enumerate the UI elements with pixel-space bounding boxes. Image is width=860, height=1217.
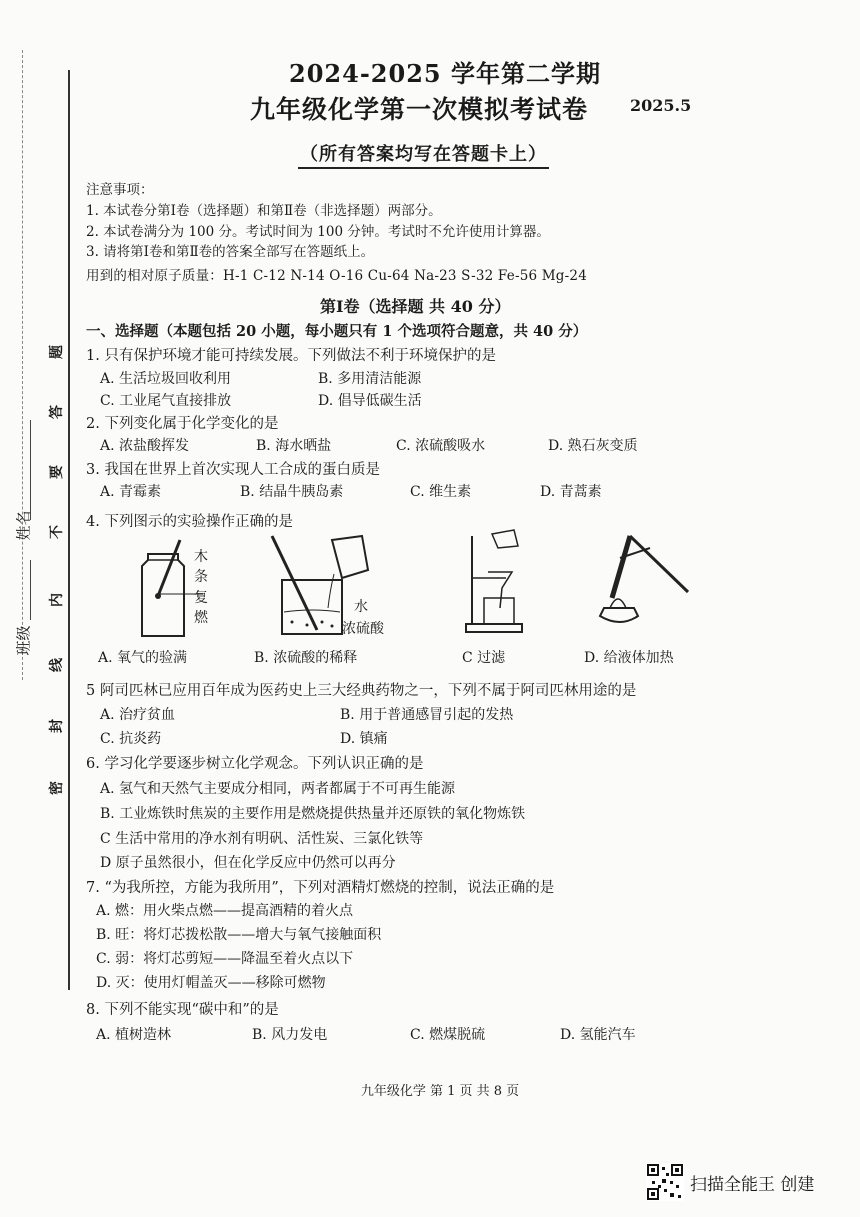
option[interactable]: D. 熟石灰变质 xyxy=(548,438,638,454)
note-item: 2. 本试卷满分为 100 分。考试时间为 100 分钟。考试时不允许使用计算器。 xyxy=(86,224,550,240)
figure-label: 燃 xyxy=(194,610,208,626)
binding-dashed-line xyxy=(22,50,23,680)
option[interactable]: A. 氧气的验满 xyxy=(98,650,188,666)
seal-char: 要 xyxy=(49,465,65,479)
class-label: 班级 xyxy=(14,625,33,656)
figure-label: 水 xyxy=(354,599,368,615)
option[interactable]: A. 氢气和天然气主要成分相同，两者都属于不可再生能源 xyxy=(100,781,456,797)
filtration-figure xyxy=(462,528,532,638)
atomic-mass-line: 用到的相对原子质量：H-1 C-12 N-14 O-16 Cu-64 Na-23 S-32 Fe-56 Mg-24 xyxy=(86,268,587,284)
option[interactable]: D. 镇痛 xyxy=(340,731,388,747)
section-head: 一、选择题（本题包括 20 小题，每小题只有 1 个选项符合题意，共 40 分） xyxy=(86,323,588,340)
option[interactable]: B. 旺：将灯芯拨松散——增大与氧气接触面积 xyxy=(96,927,382,943)
option[interactable]: C. 弱：将灯芯剪短——降温至着火点以下 xyxy=(96,951,354,967)
seal-char: 不 xyxy=(49,525,65,539)
heating-figure xyxy=(590,528,700,638)
option[interactable]: D. 青蒿素 xyxy=(540,484,602,500)
note-item: 3. 请将第Ⅰ卷和第Ⅱ卷的答案全部写在答题纸上。 xyxy=(86,244,375,260)
option[interactable]: C 过滤 xyxy=(462,650,506,666)
option[interactable]: C. 抗炎药 xyxy=(100,731,162,747)
section-title: 第Ⅰ卷（选择题 共 40 分） xyxy=(320,297,511,316)
answer-instruction: （所有答案均写在答题卡上） xyxy=(298,140,549,169)
option[interactable]: B. 用于普通感冒引起的发热 xyxy=(340,707,514,723)
question-stem: 1. 只有保护环境才能可持续发展。下列做法不利于环境保护的是 xyxy=(86,348,496,364)
name-label: 姓名 xyxy=(14,510,33,541)
exam-date: 2025.5 xyxy=(630,96,692,115)
figure-label: 木 xyxy=(194,549,208,565)
seal-char: 答 xyxy=(49,405,65,419)
option[interactable]: D. 倡导低碳生活 xyxy=(318,393,422,409)
option[interactable]: C. 浓硫酸吸水 xyxy=(396,438,486,454)
option[interactable]: A. 生活垃圾回收利用 xyxy=(100,371,232,387)
option[interactable]: A. 浓盐酸挥发 xyxy=(100,438,190,454)
option[interactable]: C. 维生素 xyxy=(410,484,472,500)
option[interactable]: D 原子虽然很小，但在化学反应中仍然可以再分 xyxy=(100,855,396,871)
scanner-watermark: 扫描全能王 创建 xyxy=(690,1175,815,1195)
qr-code-icon xyxy=(646,1163,684,1201)
note-item: 1. 本试卷分第Ⅰ卷（选择题）和第Ⅱ卷（非选择题）两部分。 xyxy=(86,203,442,219)
option[interactable]: D. 灭：使用灯帽盖灭——移除可燃物 xyxy=(96,975,326,991)
option[interactable]: A. 燃：用火柴点燃——提高酒精的着火点 xyxy=(96,903,354,919)
exam-term: 2024-2025 学年第二学期 xyxy=(289,59,601,88)
option[interactable]: C. 燃煤脱硫 xyxy=(410,1027,486,1043)
figure-label: 条 xyxy=(194,569,208,585)
seal-char: 封 xyxy=(49,719,65,733)
option[interactable]: A. 治疗贫血 xyxy=(100,707,176,723)
option[interactable]: B. 多用清洁能源 xyxy=(318,371,422,387)
seal-char: 密 xyxy=(49,781,65,795)
page-footer: 九年级化学 第 1 页 共 8 页 xyxy=(360,1084,520,1099)
seal-char: 内 xyxy=(49,593,65,607)
question-stem: 8. 下列不能实现“碳中和”的是 xyxy=(86,1002,279,1018)
option[interactable]: D. 给液体加热 xyxy=(584,650,674,666)
option[interactable]: C 生活中常用的净水剂有明矾、活性炭、三氯化铁等 xyxy=(100,831,424,847)
option[interactable]: B. 浓硫酸的稀释 xyxy=(254,650,358,666)
question-stem: 2. 下列变化属于化学变化的是 xyxy=(86,416,279,432)
option[interactable]: A. 青霉素 xyxy=(100,484,162,500)
question-stem: 7. “为我所控，方能为我所用”，下列对酒精灯燃烧的控制，说法正确的是 xyxy=(86,880,555,896)
question-stem: 5 阿司匹林已应用百年成为医药史上三大经典药物之一，下列不属于阿司匹林用途的是 xyxy=(86,683,637,699)
question-stem: 4. 下列图示的实验操作正确的是 xyxy=(86,514,293,530)
option[interactable]: B. 风力发电 xyxy=(252,1027,328,1043)
exam-title: 九年级化学第一次模拟考试卷 xyxy=(250,95,589,124)
figure-label: 复 xyxy=(194,590,208,606)
seal-char: 题 xyxy=(49,345,65,359)
question-stem: 6. 学习化学要逐步树立化学观念。下列认识正确的是 xyxy=(86,756,424,772)
option[interactable]: B. 结晶牛胰岛素 xyxy=(240,484,344,500)
option[interactable]: A. 植树造林 xyxy=(96,1027,172,1043)
binding-line xyxy=(68,70,70,990)
class-blank[interactable] xyxy=(30,560,31,620)
option[interactable]: B. 海水晒盐 xyxy=(256,438,332,454)
figure-label: 浓硫酸 xyxy=(342,621,384,637)
option[interactable]: B. 工业炼铁时焦炭的主要作用是燃烧提供热量并还原铁的氧化物炼铁 xyxy=(100,806,526,822)
option[interactable]: C. 工业尾气直接排放 xyxy=(100,393,232,409)
seal-char: 线 xyxy=(49,658,65,672)
option[interactable]: D. 氢能汽车 xyxy=(560,1027,636,1043)
question-stem: 3. 我国在世界上首次实现人工合成的蛋白质是 xyxy=(86,462,380,478)
name-blank[interactable] xyxy=(30,420,31,520)
notes-title: 注意事项： xyxy=(86,182,154,198)
